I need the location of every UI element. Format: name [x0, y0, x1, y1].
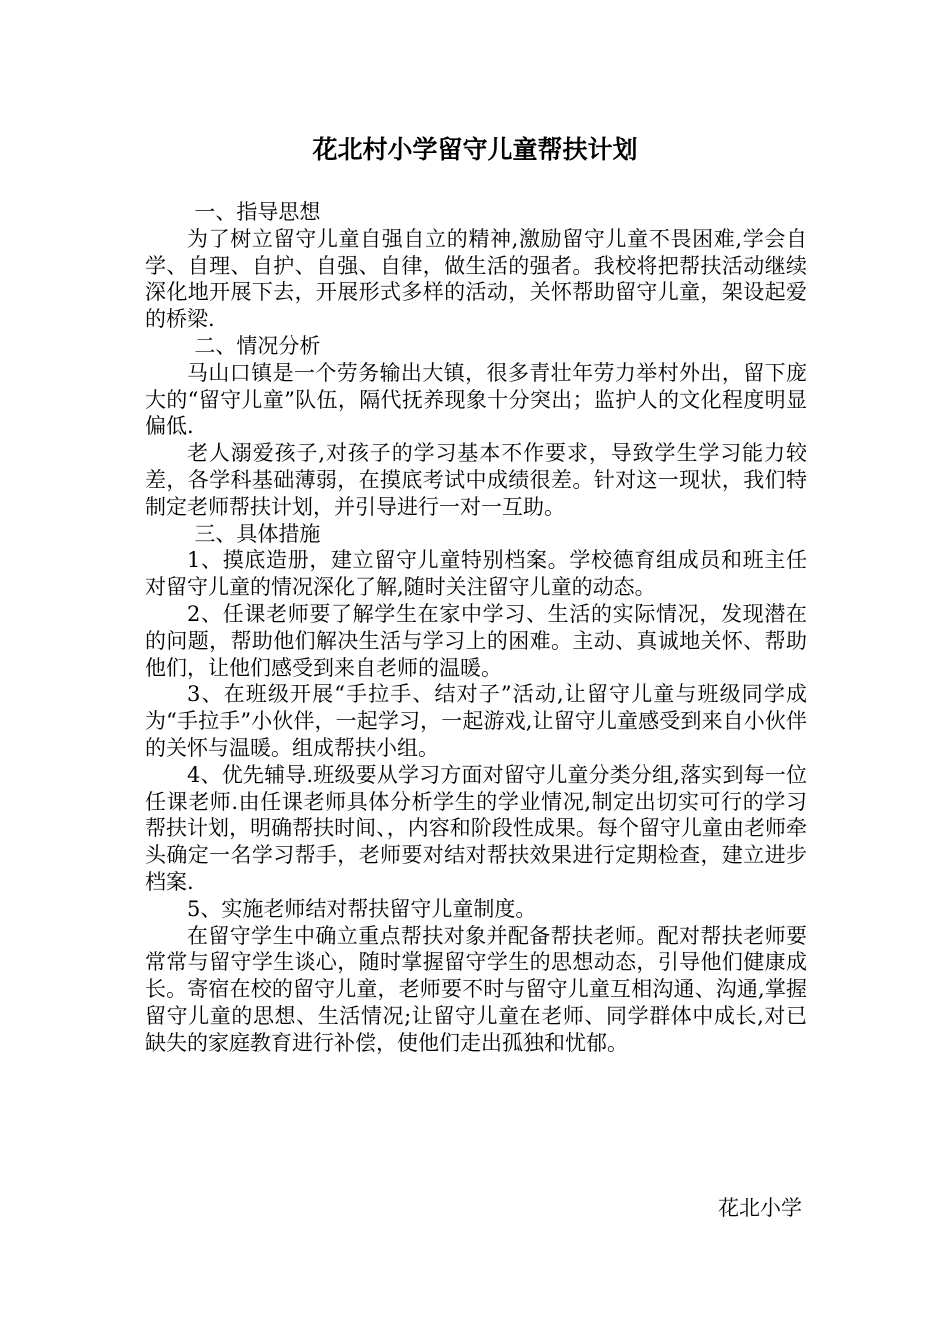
paragraph-situation-1: 马山口镇是一个劳务输出大镇，很多青壮年劳力举村外出，留下庞大的“留守儿童”队伍，隔代抚养现象十分突出；监护人的文化程度明显偏低.: [145, 360, 807, 439]
paragraph-measure-5-detail: 在留守学生中确立重点帮扶对象并配备帮扶老师。配对帮扶老师要常常与留守学生谈心，随时掌握留守学生的思想动态，引导他们健康成长。寄宿在校的留守儿童，老师要不时与留守儿童互相沟通、沟通,掌握留守儿童的思想、生活情况;让留守儿童在老师、同学群体中成长,对已缺失的家庭教育进行补偿，使他们走出孤独和忧郁。: [145, 923, 807, 1055]
document-title: 花北村小学留守儿童帮扶计划: [312, 135, 638, 164]
section-heading-guiding-ideology: 一、指导思想: [194, 200, 321, 224]
paragraph-measure-1: 1、摸底造册，建立留守儿童特别档案。学校德育组成员和班主任对留守儿童的情况深化了解,随时关注留守儿童的动态。: [145, 548, 807, 600]
document-body: [145, 199, 807, 1057]
document-signature: 花北小学: [718, 1196, 802, 1220]
paragraph-situation-2: 老人溺爱孩子,对孩子的学习基本不作要求，导致学生学习能力较差，各学科基础薄弱，在摸底考试中成绩很差。针对这一现状，我们特制定老师帮扶计划，并引导进行一对一互助。: [145, 441, 807, 519]
section-heading-situation-analysis: 二、情况分析: [194, 333, 321, 358]
paragraph-measure-5: 5、实施老师结对帮扶留守儿童制度。: [187, 896, 537, 921]
paragraph-measure-3: 3、在班级开展“手拉手、结对子”活动,让留守儿童与班级同学成为“手拉手”小伙伴，一起学习，一起游戏,让留守儿童感受到来自小伙伴的关怀与温暖。组成帮扶小组。: [145, 682, 807, 760]
paragraph-measure-4: 4、优先辅导.班级要从学习方面对留守儿童分类分组,落实到每一位任课老师.由任课老师具体分析学生的学业情况,制定出切实可行的学习帮扶计划，明确帮扶时间、，内容和阶段性成果。每个留守儿童由老师牵头确定一名学习帮手，老师要对结对帮扶效果进行定期检查，建立进步档案.: [145, 762, 807, 894]
paragraph-guiding-ideology: 为了树立留守儿童自强自立的精神,激励留守儿童不畏困难,学会自学、自理、自护、自强、自律，做生活的强者。我校将把帮扶活动继续深化地开展下去，开展形式多样的活动，关怀帮助留守儿童，架设起爱的桥梁.: [145, 226, 807, 332]
paragraph-measure-2: 2、任课老师要了解学生在家中学习、生活的实际情况，发现潜在的问题，帮助他们解决生活与学习上的困难。主动、真诚地关怀、帮助他们，让他们感受到来自老师的温暖。: [145, 601, 807, 680]
section-heading-specific-measures: 三、具体措施: [194, 521, 321, 546]
